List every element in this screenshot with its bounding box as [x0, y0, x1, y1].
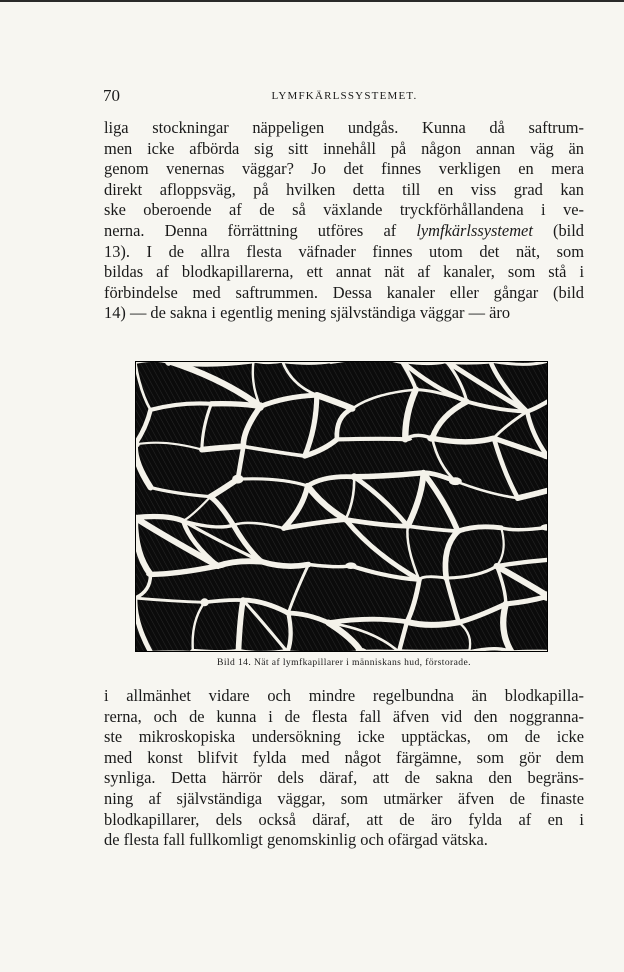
- text-line: ske oberoende af de så växlande tryckförhållandena i ve-: [104, 200, 584, 220]
- text-line-with-emphasis: [104, 221, 584, 242]
- text-line: förbindelse med saftrummen. Dessa kanaler eller gångar (bild: [104, 282, 584, 302]
- page-number: 70: [103, 86, 120, 105]
- text-line: bildas af blodkapillarerna, ett annat nät af kanaler, som stå i: [104, 262, 584, 282]
- text-line: men icke afbörda sig sitt innehåll på någon annan väg än: [104, 138, 584, 158]
- text-line: rerna, och de kunna i de flesta fall äfven vid den noggranna-: [104, 706, 584, 726]
- text-line: synliga. Detta härrör dels däraf, att de sakna den begräns-: [104, 768, 584, 788]
- figure-lymph-capillary-network: [135, 361, 548, 652]
- text-line: blodkapillarer, dels också däraf, att de äro fylda af en i: [104, 809, 584, 829]
- emphasized-term: lymfkärlssystemet: [416, 220, 533, 240]
- figure-caption: Bild 14. Nät af lymfkapillarer i människans hud, förstorade.: [217, 657, 471, 668]
- running-title: LYMFKÄRLSSYSTEMET.: [271, 90, 418, 102]
- paragraph-2: [104, 686, 584, 851]
- lymph-network-illustration: [135, 361, 548, 652]
- text-line: 13). I de allra flesta väfnader finnes utom det nät, som: [104, 241, 584, 261]
- text-line: med konst blifvit fylda med något färgämne, som gör dem: [104, 747, 584, 767]
- paragraph-1: [104, 118, 584, 324]
- text-line: genom venernas väggar? Jo det finnes verkligen en mera: [104, 159, 584, 179]
- top-rule: [0, 0, 624, 2]
- text-line: direkt afloppsväg, på hvilken detta till en viss grad kan: [104, 179, 584, 199]
- page-header: [103, 86, 586, 106]
- text-line: ste mikroskopiska undersökning icke upptäckas, om de icke: [104, 727, 584, 747]
- text-line: 14) — de sakna i egentlig mening självständiga väggar — äro: [104, 303, 511, 323]
- text-line: ning af självständiga väggar, som utmärker äfven de finaste: [104, 788, 584, 808]
- text-line: liga stockningar näppeligen undgås. Kunna då saftrum-: [104, 118, 584, 137]
- text-line: i allmänhet vidare och mindre regelbundna än blodkapilla-: [104, 686, 584, 705]
- text-segment: (bild: [553, 220, 584, 240]
- text-segment: nerna. Denna förrättning utföres af: [104, 220, 397, 240]
- text-line: de flesta fall fullkomligt genomskinlig och ofärgad vätska.: [104, 830, 488, 850]
